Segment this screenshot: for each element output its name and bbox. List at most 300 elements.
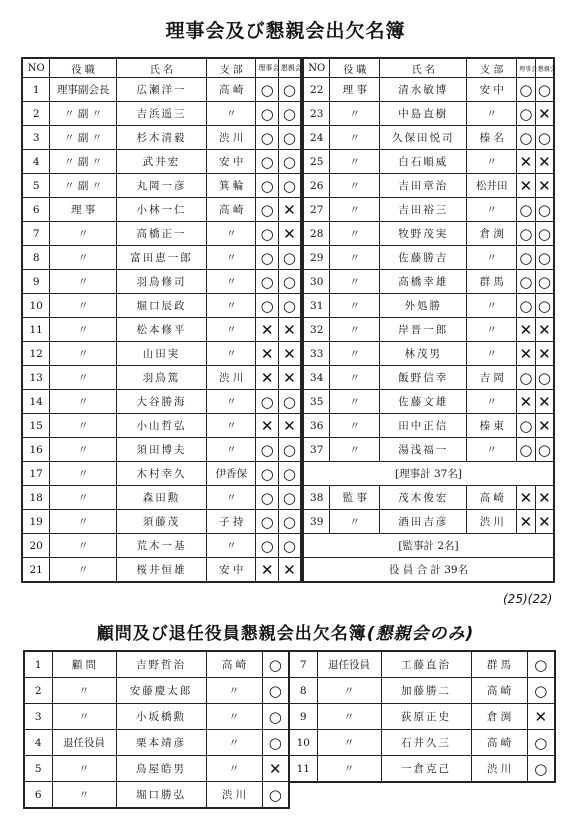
table-row [22, 438, 301, 462]
table-row [303, 102, 554, 126]
officer-total-row [303, 558, 554, 583]
party-attendance-mark: ○ [262, 651, 289, 678]
party-attendance-mark: ○ [262, 782, 289, 809]
row-branch: 〃 [467, 294, 517, 318]
row-name: 小山哲弘 [116, 414, 206, 438]
row-branch: 高 崎 [207, 78, 256, 102]
party-attendance-mark: ✕ [535, 318, 554, 342]
header-branch: 支 部 [467, 58, 517, 78]
row-name: 吉田章治 [380, 174, 467, 198]
party-attendance-mark: ○ [278, 438, 301, 462]
table-row [22, 534, 301, 558]
row-name: 吉浜遥三 [116, 102, 206, 126]
board-attendance-mark: ✕ [517, 390, 536, 414]
party-attendance-mark: ○ [535, 126, 554, 150]
auditor-subtotal-row [303, 534, 554, 558]
row-role: 監 事 [330, 486, 380, 510]
party-attendance-mark: ○ [278, 102, 301, 126]
row-name: 田中正信 [380, 414, 467, 438]
row-role: 理 事 [50, 198, 117, 222]
subtitle [0, 619, 571, 644]
advisor-table-left [23, 650, 290, 809]
row-number: 28 [303, 222, 330, 246]
board-attendance-mark: ○ [517, 102, 536, 126]
party-attendance-mark: ○ [527, 651, 555, 678]
row-role: 〃 [330, 102, 380, 126]
row-branch: 渋 川 [471, 756, 527, 783]
row-name: 栗本靖彦 [116, 730, 206, 756]
row-role: 〃 [330, 318, 380, 342]
row-role: 〃 副 〃 [50, 150, 117, 174]
row-role: 〃 [52, 704, 116, 730]
board-attendance-mark: ○ [256, 78, 279, 102]
party-attendance-mark: ○ [278, 390, 301, 414]
party-attendance-mark: ○ [535, 366, 554, 390]
row-number: 19 [22, 510, 50, 534]
table-row [22, 486, 301, 510]
board-attendance-mark: ○ [517, 366, 536, 390]
table-row [22, 462, 301, 486]
row-name: 荻原正史 [381, 704, 471, 730]
board-attendance-mark: ✕ [517, 174, 536, 198]
row-role: 〃 [50, 246, 117, 270]
row-number: 35 [303, 390, 330, 414]
party-attendance-mark: ○ [262, 704, 289, 730]
director-subtotal: [理事計 37名] [303, 462, 554, 486]
party-attendance-mark: ○ [278, 174, 301, 198]
header-role: 役 職 [50, 58, 117, 78]
row-name: 佐藤勝吉 [380, 246, 467, 270]
table-header-row [22, 58, 301, 78]
party-attendance-mark: ○ [535, 270, 554, 294]
row-role: 〃 [317, 678, 381, 704]
board-attendance-mark: ✕ [517, 486, 536, 510]
table-row [22, 294, 301, 318]
row-number: 39 [303, 510, 330, 534]
row-role: 〃 [330, 366, 380, 390]
party-attendance-mark: ○ [278, 126, 301, 150]
row-branch: 〃 [207, 438, 256, 462]
row-branch: 高 崎 [207, 198, 256, 222]
board-attendance-mark: ○ [517, 198, 536, 222]
row-name: 白石順威 [380, 150, 467, 174]
table-row [303, 126, 554, 150]
row-branch: 群 馬 [471, 651, 527, 678]
row-name: 須藤茂 [116, 510, 206, 534]
party-attendance-mark: ○ [278, 270, 301, 294]
row-role: 〃 [52, 678, 116, 704]
row-role: 〃 [330, 438, 380, 462]
board-attendance-mark: ○ [256, 462, 279, 486]
row-name: 酒田吉彦 [380, 510, 467, 534]
party-attendance-mark: ○ [278, 510, 301, 534]
table-row [289, 704, 555, 730]
row-branch: 箕 輪 [207, 174, 256, 198]
board-attendance-mark: ○ [517, 438, 536, 462]
row-name: 林茂男 [380, 342, 467, 366]
table-header-row [303, 58, 554, 78]
party-attendance-mark: ○ [278, 246, 301, 270]
row-name: 岸晋一郎 [380, 318, 467, 342]
row-number: 27 [303, 198, 330, 222]
row-role: 〃 [317, 704, 381, 730]
party-attendance-mark: ✕ [535, 486, 554, 510]
board-attendance-mark: ○ [517, 246, 536, 270]
row-role: 〃 [50, 534, 117, 558]
row-name: 加藤勝二 [381, 678, 471, 704]
row-branch: 安 中 [207, 150, 256, 174]
row-role: 退任役員 [317, 651, 381, 678]
board-attendance-mark: ○ [517, 294, 536, 318]
header-board: 理事会 [517, 58, 536, 78]
table-row [24, 730, 289, 756]
row-number: 29 [303, 246, 330, 270]
row-role: 〃 [330, 342, 380, 366]
row-number: 4 [24, 730, 52, 756]
row-name: 中島直樹 [380, 102, 467, 126]
officer-total: 役 員 合 計 39名 [303, 558, 554, 583]
row-name: 山田実 [116, 342, 206, 366]
row-number: 8 [289, 678, 317, 704]
row-number: 2 [22, 102, 50, 126]
board-attendance-mark: ○ [517, 414, 536, 438]
party-attendance-mark: ✕ [278, 318, 301, 342]
row-number: 2 [24, 678, 52, 704]
row-number: 7 [22, 222, 50, 246]
table-row [303, 198, 554, 222]
row-name: 富田恵一郎 [116, 246, 206, 270]
table-row [22, 390, 301, 414]
row-name: 広瀬洋一 [116, 78, 206, 102]
row-name: 堀口勝弘 [116, 782, 206, 809]
row-role: 〃 [50, 414, 117, 438]
director-subtotal-row [303, 462, 554, 486]
table-row [22, 558, 301, 583]
header-name: 氏 名 [116, 58, 206, 78]
row-number: 33 [303, 342, 330, 366]
table-row [24, 651, 289, 678]
party-attendance-mark: ○ [527, 756, 555, 783]
party-attendance-mark: ✕ [527, 704, 555, 730]
table-row [289, 678, 555, 704]
page-title: 理事会及び懇親会出欠名簿 [165, 20, 406, 42]
row-role: 退任役員 [52, 730, 116, 756]
row-branch: 〃 [206, 678, 262, 704]
row-branch: 高 崎 [206, 651, 262, 678]
board-attendance-mark: ○ [256, 198, 279, 222]
board-attendance-mark: ○ [256, 270, 279, 294]
board-attendance-mark: ✕ [517, 342, 536, 366]
row-number: 11 [22, 318, 50, 342]
row-role: 〃 [50, 558, 117, 583]
table-row [289, 651, 555, 678]
row-role: 〃 [330, 198, 380, 222]
row-name: 工藤直治 [381, 651, 471, 678]
table-row [22, 174, 301, 198]
board-attendance-mark: ○ [256, 438, 279, 462]
board-attendance-mark: ○ [256, 174, 279, 198]
header-party: 懇親会 [535, 58, 554, 78]
row-number: 37 [303, 438, 330, 462]
row-name: 高橋幸雄 [380, 270, 467, 294]
row-branch: 吉 岡 [467, 366, 517, 390]
party-attendance-mark: ○ [535, 438, 554, 462]
board-attendance-mark: ✕ [256, 558, 279, 583]
table-row [303, 222, 554, 246]
party-attendance-mark: ○ [262, 678, 289, 704]
row-number: 34 [303, 366, 330, 390]
row-name: 羽鳥篤 [116, 366, 206, 390]
party-attendance-mark: ○ [262, 730, 289, 756]
party-attendance-mark: ○ [527, 678, 555, 704]
table-row [303, 174, 554, 198]
table-row [24, 678, 289, 704]
row-number: 11 [289, 756, 317, 783]
row-role: 〃 [330, 270, 380, 294]
row-number: 21 [22, 558, 50, 583]
table-row [303, 510, 554, 534]
row-branch: 安 中 [467, 78, 517, 102]
board-attendance-mark: ✕ [517, 318, 536, 342]
table-row [303, 246, 554, 270]
row-role: 〃 [317, 730, 381, 756]
board-attendance-mark: ○ [256, 222, 279, 246]
row-branch: 伊香保 [207, 462, 256, 486]
row-name: 外処勝 [380, 294, 467, 318]
party-attendance-mark: ○ [535, 222, 554, 246]
row-number: 23 [303, 102, 330, 126]
row-role: 〃 [50, 342, 117, 366]
row-number: 5 [22, 174, 50, 198]
board-attendance-mark: ○ [256, 510, 279, 534]
row-number: 1 [22, 78, 50, 102]
header-role: 役 職 [330, 58, 380, 78]
row-branch: 榛 名 [467, 126, 517, 150]
row-branch: 子 持 [207, 510, 256, 534]
row-number: 7 [289, 651, 317, 678]
header-board: 理事会 [256, 58, 279, 78]
party-attendance-mark: ✕ [262, 756, 289, 782]
table-row [303, 270, 554, 294]
row-name: 森田勲 [116, 486, 206, 510]
party-attendance-mark: ✕ [278, 222, 301, 246]
row-branch: 高 崎 [471, 678, 527, 704]
row-number: 6 [22, 198, 50, 222]
row-branch: 〃 [207, 270, 256, 294]
party-attendance-mark: ○ [278, 534, 301, 558]
board-attendance-mark: ○ [517, 270, 536, 294]
table-row [303, 414, 554, 438]
row-branch: 〃 [207, 486, 256, 510]
row-branch: 高 崎 [471, 730, 527, 756]
row-number: 22 [303, 78, 330, 102]
attendance-table-left [21, 57, 302, 583]
row-role: 〃 [50, 462, 117, 486]
party-attendance-mark: ○ [278, 462, 301, 486]
table-row [303, 438, 554, 462]
party-attendance-mark: ○ [535, 198, 554, 222]
row-number: 13 [22, 366, 50, 390]
row-name: 小林一仁 [116, 198, 206, 222]
row-branch: 〃 [207, 294, 256, 318]
board-attendance-mark: ○ [256, 390, 279, 414]
row-branch: 〃 [207, 222, 256, 246]
row-number: 6 [24, 782, 52, 809]
row-role: 〃 [52, 782, 116, 809]
row-number: 12 [22, 342, 50, 366]
table-row [24, 704, 289, 730]
table-row [22, 342, 301, 366]
row-number: 3 [22, 126, 50, 150]
row-branch: 群 馬 [467, 270, 517, 294]
row-role: 〃 [330, 150, 380, 174]
row-name: 清水敏博 [380, 78, 467, 102]
row-role: 〃 [50, 366, 117, 390]
table-row [303, 366, 554, 390]
row-name: 佐藤文雄 [380, 390, 467, 414]
row-branch: 〃 [467, 150, 517, 174]
row-name: 丸岡一彦 [116, 174, 206, 198]
party-attendance-mark: ○ [535, 246, 554, 270]
attendance-table-right [302, 57, 555, 583]
party-attendance-mark: ✕ [535, 414, 554, 438]
row-branch: 倉 渕 [467, 222, 517, 246]
row-branch: 〃 [207, 414, 256, 438]
row-role: 〃 副 〃 [50, 102, 117, 126]
row-branch: 〃 [207, 246, 256, 270]
row-number: 17 [22, 462, 50, 486]
row-role: 〃 [330, 246, 380, 270]
row-role: 〃 [330, 174, 380, 198]
row-number: 15 [22, 414, 50, 438]
row-name: 久保田悦司 [380, 126, 467, 150]
row-branch: 〃 [207, 534, 256, 558]
row-branch: 〃 [207, 318, 256, 342]
row-branch: 高 崎 [467, 486, 517, 510]
row-branch: 渋 川 [206, 782, 262, 809]
table-row [303, 390, 554, 414]
party-attendance-mark: ✕ [535, 150, 554, 174]
row-name: 石井久三 [381, 730, 471, 756]
row-role: 〃 [330, 294, 380, 318]
board-attendance-mark: ○ [517, 126, 536, 150]
row-branch: 榛 東 [467, 414, 517, 438]
row-role: 〃 [50, 318, 117, 342]
table-row [24, 782, 289, 809]
row-branch: 〃 [207, 342, 256, 366]
row-number: 26 [303, 174, 330, 198]
row-name: 一倉克己 [381, 756, 471, 783]
row-name: 牧野茂実 [380, 222, 467, 246]
row-role: 〃 [50, 222, 117, 246]
row-name: 松本修平 [116, 318, 206, 342]
row-name: 大谷勝海 [116, 390, 206, 414]
party-attendance-mark: ✕ [535, 174, 554, 198]
party-attendance-mark: ✕ [278, 414, 301, 438]
board-attendance-mark: ○ [256, 294, 279, 318]
table-row [22, 150, 301, 174]
row-branch: 〃 [467, 318, 517, 342]
board-attendance-mark: ○ [256, 534, 279, 558]
board-attendance-mark: ✕ [517, 510, 536, 534]
row-branch: 渋 川 [467, 510, 517, 534]
board-attendance-mark: ○ [256, 102, 279, 126]
row-branch: 〃 [207, 390, 256, 414]
board-attendance-mark: ○ [517, 78, 536, 102]
row-role: 〃 [50, 294, 117, 318]
table-row [24, 756, 289, 782]
row-name: 堀口辰政 [116, 294, 206, 318]
row-branch: 〃 [207, 102, 256, 126]
row-number: 10 [22, 294, 50, 318]
row-number: 3 [24, 704, 52, 730]
row-number: 36 [303, 414, 330, 438]
row-number: 9 [22, 270, 50, 294]
row-branch: 松井田 [467, 174, 517, 198]
board-attendance-mark: ✕ [256, 318, 279, 342]
row-name: 小坂橋勲 [116, 704, 206, 730]
row-role: 顧 問 [52, 651, 116, 678]
row-role: 理事副会長 [50, 78, 117, 102]
board-attendance-mark: ○ [517, 222, 536, 246]
party-attendance-mark: ○ [527, 730, 555, 756]
table-row [22, 198, 301, 222]
row-name: 須田博夫 [116, 438, 206, 462]
row-name: 木村幸久 [116, 462, 206, 486]
table-row [22, 246, 301, 270]
header-branch: 支 部 [207, 58, 256, 78]
row-branch: 〃 [206, 756, 262, 782]
row-number: 8 [22, 246, 50, 270]
row-name: 吉野哲治 [116, 651, 206, 678]
row-name: 高橋正一 [116, 222, 206, 246]
row-name: 羽鳥修司 [116, 270, 206, 294]
table-row [303, 342, 554, 366]
row-number: 30 [303, 270, 330, 294]
subtitle-main: 顧問及び退任役員懇親会出欠名簿 [96, 624, 367, 644]
row-branch: 渋 川 [207, 366, 256, 390]
row-name: 鳥屋皓男 [116, 756, 206, 782]
row-number: 14 [22, 390, 50, 414]
table-row [22, 78, 301, 102]
row-name: 湯浅福一 [380, 438, 467, 462]
row-name: 茂木俊宏 [380, 486, 467, 510]
row-name: 杉木清毅 [116, 126, 206, 150]
party-attendance-mark: ✕ [278, 366, 301, 390]
row-number: 20 [22, 534, 50, 558]
row-branch: 〃 [467, 198, 517, 222]
row-branch: 〃 [467, 342, 517, 366]
row-number: 31 [303, 294, 330, 318]
row-role: 〃 [50, 510, 117, 534]
table-row [22, 318, 301, 342]
row-role: 〃 副 〃 [50, 126, 117, 150]
party-attendance-mark: ✕ [535, 390, 554, 414]
row-branch: 渋 川 [207, 126, 256, 150]
row-branch: 〃 [467, 390, 517, 414]
table-row [22, 222, 301, 246]
row-number: 38 [303, 486, 330, 510]
party-attendance-mark: ✕ [278, 342, 301, 366]
row-name: 荒木一基 [116, 534, 206, 558]
row-number: 24 [303, 126, 330, 150]
row-number: 4 [22, 150, 50, 174]
advisor-table-right [288, 650, 556, 783]
table-row [303, 294, 554, 318]
table-row [303, 150, 554, 174]
row-role: 〃 [50, 438, 117, 462]
board-attendance-mark: ✕ [517, 150, 536, 174]
